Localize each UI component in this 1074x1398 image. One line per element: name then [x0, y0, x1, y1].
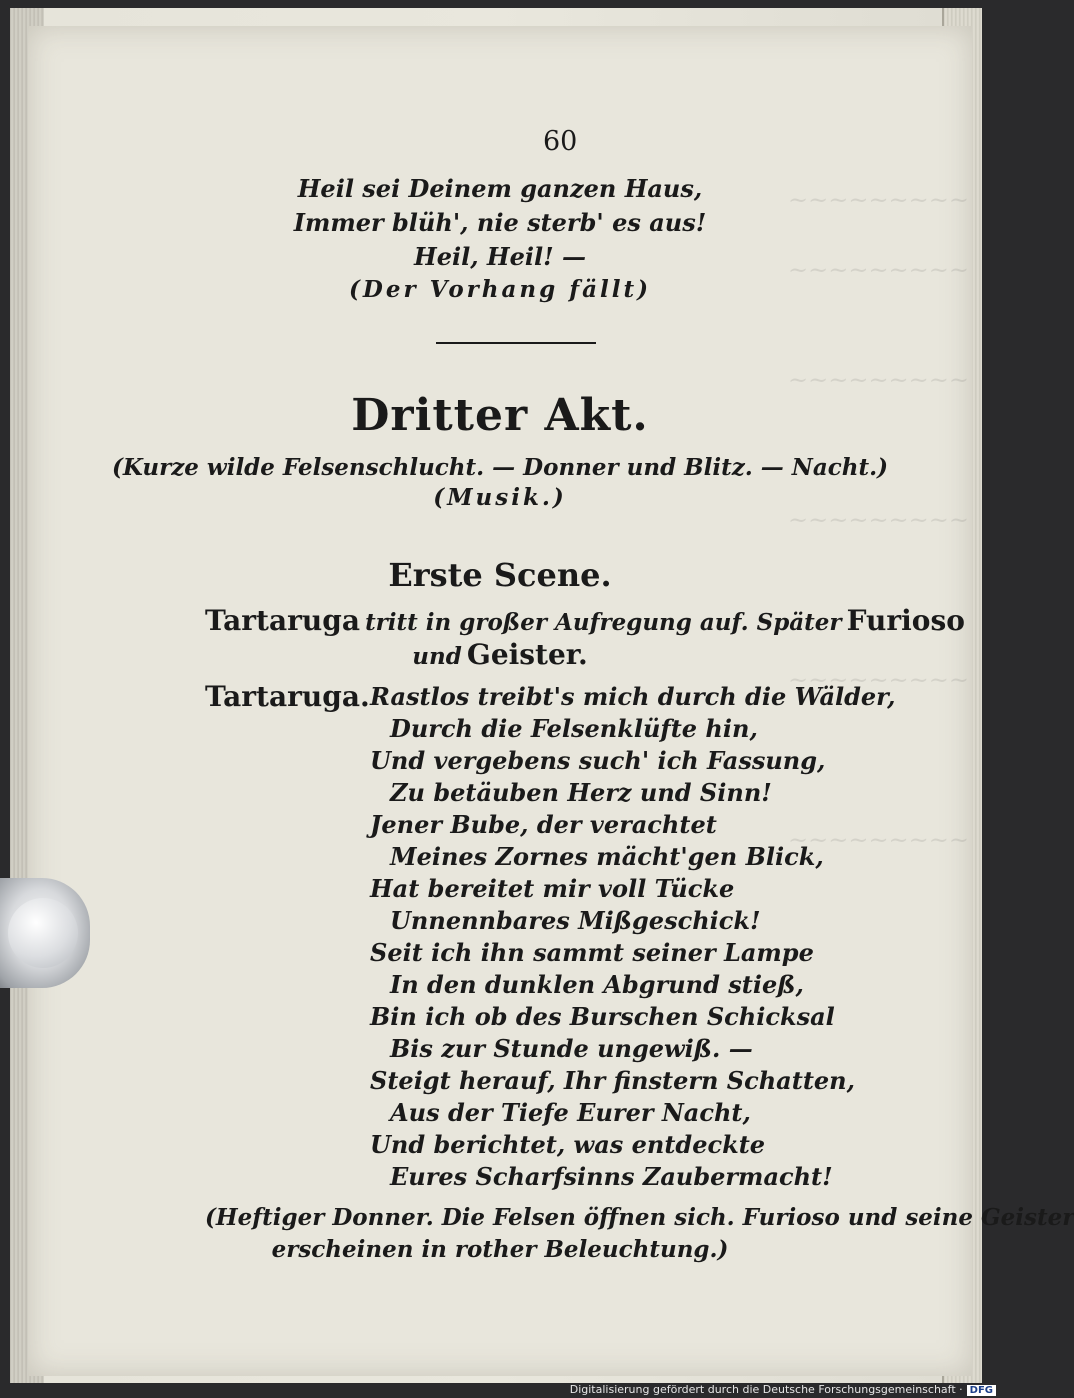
entrance-text: tritt in großer Aufregung auf. Später: [365, 609, 842, 636]
bleed-through: ~~~~~~~~~: [788, 186, 969, 214]
stage-direction: (Heftiger Donner. Die Felsen öffnen sich. Furioso und seine Geister: [205, 1204, 1074, 1231]
character-name: Furioso: [846, 604, 965, 637]
speech-line: In den dunklen Abgrund stieß,: [390, 970, 804, 999]
music-direction: (Musik.): [433, 484, 567, 511]
speech-line: Meines Zornes mächt'gen Blick,: [390, 842, 824, 871]
funding-credit: Digitalisierung gefördert durch die Deutsche Forschungsgemeinschaft ·: [569, 1383, 963, 1396]
bleed-through: ~~~~~~~~~: [788, 366, 969, 394]
page-clip: [0, 878, 90, 988]
speech-line: Aus der Tiefe Eurer Nacht,: [390, 1098, 751, 1127]
character-name: Tartaruga: [205, 604, 360, 637]
speaker-name: Tartaruga.: [205, 680, 370, 713]
speech-line: Durch die Felsenklüfte hin,: [390, 714, 758, 743]
digitization-footer: [570, 1383, 996, 1396]
speech-line: Rastlos treibt's mich durch die Wälder,: [370, 682, 896, 711]
entrance-line-2: [28, 638, 972, 671]
act-title: Dritter Akt.: [351, 390, 649, 441]
speech-line: Bis zur Stunde ungewiß. —: [390, 1034, 753, 1063]
section-divider: [436, 342, 596, 344]
bleed-through: ~~~~~~~~~: [788, 506, 969, 534]
bleed-through: ~~~~~~~~~: [788, 666, 969, 694]
scene-title: Erste Scene.: [388, 556, 612, 594]
act-setting: (Kurze wilde Felsenschlucht. — Donner und Blitz. — Nacht.): [112, 454, 888, 481]
entrance-line: [205, 604, 965, 637]
entrance-text: und: [412, 643, 462, 670]
speech-line: Und berichtet, was entdeckte: [370, 1130, 766, 1159]
book-page: [28, 26, 1074, 1376]
stage-direction: erscheinen in rother Beleuchtung.): [271, 1236, 729, 1263]
clip-knob: [8, 898, 78, 968]
verse-line: Heil, Heil! —: [414, 242, 586, 271]
speech-line: Seit ich ihn sammt seiner Lampe: [370, 938, 814, 967]
bleed-through: ~~~~~~~~~: [788, 826, 969, 854]
verse-line: Heil sei Deinem ganzen Haus,: [297, 174, 703, 203]
verse-line: Immer blüh', nie sterb' es aus!: [293, 208, 707, 237]
speech-line: Eures Scharfsinns Zaubermacht!: [390, 1162, 833, 1191]
speech-line: Steigt herauf, Ihr finstern Schatten,: [370, 1066, 855, 1095]
speech-line: Zu betäuben Herz und Sinn!: [390, 778, 772, 807]
dfg-logo: DFG: [967, 1385, 996, 1396]
curtain-direction: (Der Vorhang fällt): [349, 276, 651, 303]
speech-line: Jener Bube, der verachtet: [370, 810, 717, 839]
book-page-stack: [10, 8, 1074, 1383]
speech-line: Hat bereitet mir voll Tücke: [370, 874, 735, 903]
speech-line: Und vergebens such' ich Fassung,: [370, 746, 826, 775]
bleed-through: ~~~~~~~~~: [788, 256, 969, 284]
character-name: Geister.: [466, 638, 588, 671]
page-number: 60: [543, 126, 578, 157]
speech-line: Unnennbares Mißgeschick!: [390, 906, 761, 935]
speech-line: Bin ich ob des Burschen Schicksal: [370, 1002, 835, 1031]
